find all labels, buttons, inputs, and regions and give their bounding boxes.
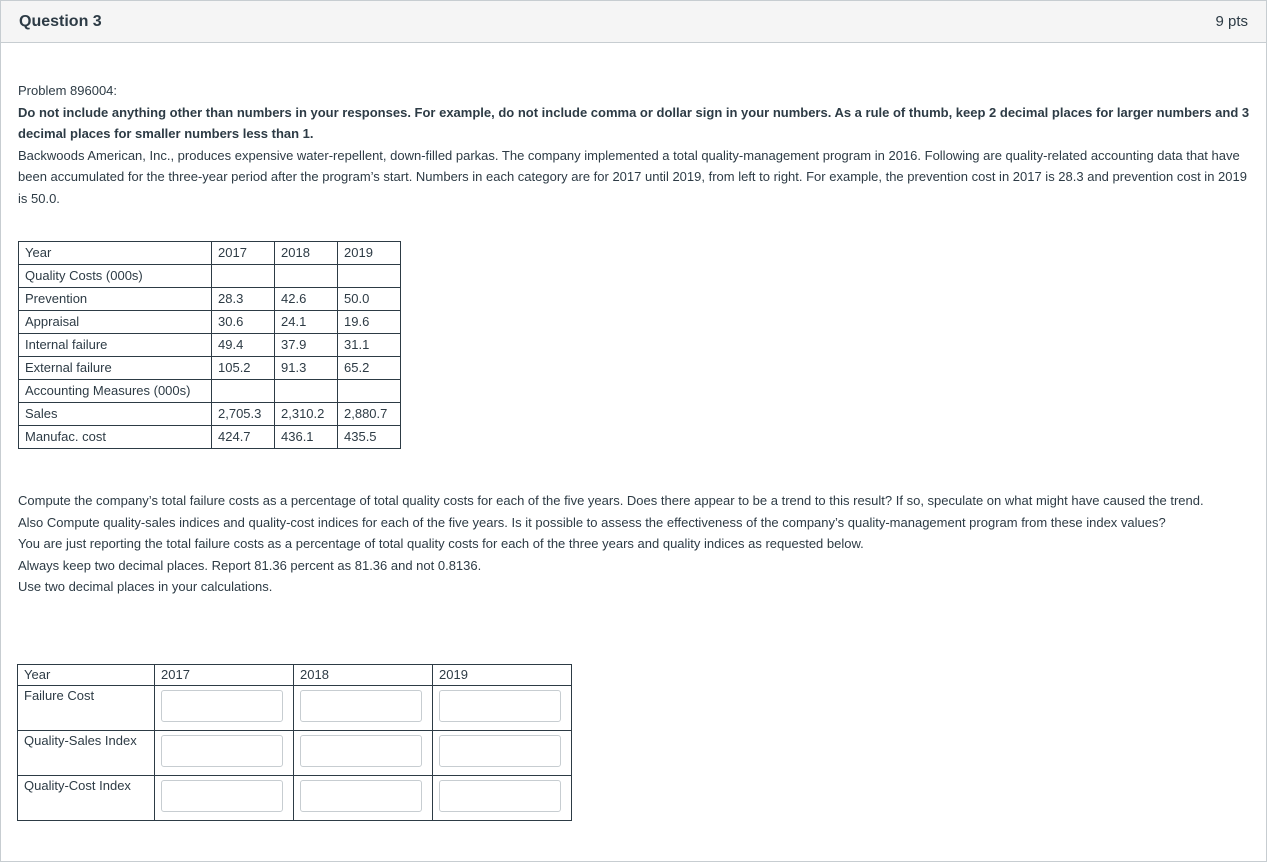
table-cell: 436.1 bbox=[275, 426, 338, 449]
table-cell: 24.1 bbox=[275, 311, 338, 334]
answer-row-quality-cost-index bbox=[18, 776, 572, 821]
problem-id: Problem 896004: bbox=[18, 83, 118, 98]
row-label: Internal failure bbox=[19, 334, 212, 357]
row-label: Failure Cost bbox=[18, 686, 155, 731]
table-cell: 50.0 bbox=[338, 288, 401, 311]
task-paragraph: Also Compute quality-sales indices and quality-cost indices for each of the five years. Is it possible to assess the effectiveness of the company’s quality-management program from these index values? bbox=[18, 514, 1166, 530]
row-label: Appraisal bbox=[19, 311, 212, 334]
quality-cost-2019-input[interactable] bbox=[439, 780, 561, 812]
table-cell bbox=[338, 380, 401, 403]
instructions: Do not include anything other than numbers in your responses. For example, do not include comma or dollar sign in your numbers. As a rule of thumb, keep 2 decimal places for larger numbers and 3 decimal places for smaller numbers less than 1. bbox=[18, 104, 1250, 141]
quality-sales-2017-input[interactable] bbox=[161, 735, 283, 767]
table-row bbox=[19, 403, 401, 426]
header-cell: 2017 bbox=[155, 665, 294, 686]
answer-cell bbox=[155, 686, 294, 731]
answer-table bbox=[17, 664, 572, 821]
failure-cost-2019-input[interactable] bbox=[439, 690, 561, 722]
row-label: Prevention bbox=[19, 288, 212, 311]
table-cell: 31.1 bbox=[338, 334, 401, 357]
row-label: External failure bbox=[19, 357, 212, 380]
header-cell: Year bbox=[18, 665, 155, 686]
table-cell bbox=[275, 265, 338, 288]
table-cell: 2,880.7 bbox=[338, 403, 401, 426]
table-cell: 37.9 bbox=[275, 334, 338, 357]
table-cell bbox=[212, 265, 275, 288]
question-text bbox=[18, 80, 1250, 209]
row-label: Quality-Cost Index bbox=[18, 776, 155, 821]
answer-row-failure-cost bbox=[18, 686, 572, 731]
answer-cell bbox=[433, 776, 572, 821]
table-row bbox=[19, 380, 401, 403]
answer-cell bbox=[155, 776, 294, 821]
header-cell: 2019 bbox=[433, 665, 572, 686]
answer-cell bbox=[155, 731, 294, 776]
table-cell: 435.5 bbox=[338, 426, 401, 449]
table-cell: 105.2 bbox=[212, 357, 275, 380]
answer-cell bbox=[433, 731, 572, 776]
table-row bbox=[19, 288, 401, 311]
table-cell: 91.3 bbox=[275, 357, 338, 380]
table-row bbox=[19, 334, 401, 357]
task-paragraph: Use two decimal places in your calculations. bbox=[18, 579, 273, 594]
table-cell: 424.7 bbox=[212, 426, 275, 449]
intro-paragraph: Backwoods American, Inc., produces expensive water-repellent, down-filled parkas. The company implemented a total quality-management program in 2016. Following are quality-related accounting data that have been accumulated for the three-year period after the program’s start. Numbers in each category are for 2017 until 2019, from left to right. For example, the prevention cost in 2017 is 28.3 and prevention cost in 2019 is 50.0. bbox=[18, 147, 1247, 206]
failure-cost-2017-input[interactable] bbox=[161, 690, 283, 722]
header-cell: 2018 bbox=[294, 665, 433, 686]
question-points: 9 pts bbox=[1215, 13, 1248, 30]
answer-row-quality-sales-index bbox=[18, 731, 572, 776]
table-cell: 49.4 bbox=[212, 334, 275, 357]
quality-cost-2017-input[interactable] bbox=[161, 780, 283, 812]
task-paragraph: Always keep two decimal places. Report 81.36 percent as 81.36 and not 0.8136. bbox=[18, 557, 482, 573]
quality-sales-2018-input[interactable] bbox=[300, 735, 422, 767]
task-paragraph: Compute the company’s total failure costs as a percentage of total quality costs for each of the five years. Does there appear to be a trend to this result? If so, speculate on what might have caused the trend. bbox=[18, 493, 1204, 508]
row-label: Quality-Sales Index bbox=[18, 731, 155, 776]
table-cell bbox=[212, 380, 275, 403]
header-cell: Year bbox=[19, 242, 212, 265]
row-label: Quality Costs (000s) bbox=[19, 265, 212, 288]
row-label: Manufac. cost bbox=[19, 426, 212, 449]
answer-table-header bbox=[18, 665, 572, 686]
task-paragraph: You are just reporting the total failure costs as a percentage of total quality costs for each of the three years and quality indices as requested below. bbox=[18, 536, 864, 551]
row-label: Accounting Measures (000s) bbox=[19, 380, 212, 403]
answer-cell bbox=[294, 686, 433, 731]
table-cell: 28.3 bbox=[212, 288, 275, 311]
failure-cost-2018-input[interactable] bbox=[300, 690, 422, 722]
table-cell bbox=[275, 380, 338, 403]
table-cell: 30.6 bbox=[212, 311, 275, 334]
quality-sales-2019-input[interactable] bbox=[439, 735, 561, 767]
table-row bbox=[19, 311, 401, 334]
header-cell: 2019 bbox=[338, 242, 401, 265]
answer-cell bbox=[294, 731, 433, 776]
answer-cell bbox=[294, 776, 433, 821]
header-cell: 2017 bbox=[212, 242, 275, 265]
quality-cost-2018-input[interactable] bbox=[300, 780, 422, 812]
answer-cell bbox=[433, 686, 572, 731]
row-label: Sales bbox=[19, 403, 212, 426]
table-cell bbox=[338, 265, 401, 288]
table-row bbox=[19, 265, 401, 288]
table-cell: 2,705.3 bbox=[212, 403, 275, 426]
question-header bbox=[1, 1, 1266, 43]
data-table-header bbox=[19, 242, 401, 265]
table-cell: 42.6 bbox=[275, 288, 338, 311]
table-row bbox=[19, 426, 401, 449]
data-table bbox=[18, 241, 401, 449]
task-text bbox=[18, 490, 1253, 598]
table-cell: 2,310.2 bbox=[275, 403, 338, 426]
table-cell: 19.6 bbox=[338, 311, 401, 334]
header-cell: 2018 bbox=[275, 242, 338, 265]
table-cell: 65.2 bbox=[338, 357, 401, 380]
question-title: Question 3 bbox=[19, 12, 102, 30]
table-row bbox=[19, 357, 401, 380]
